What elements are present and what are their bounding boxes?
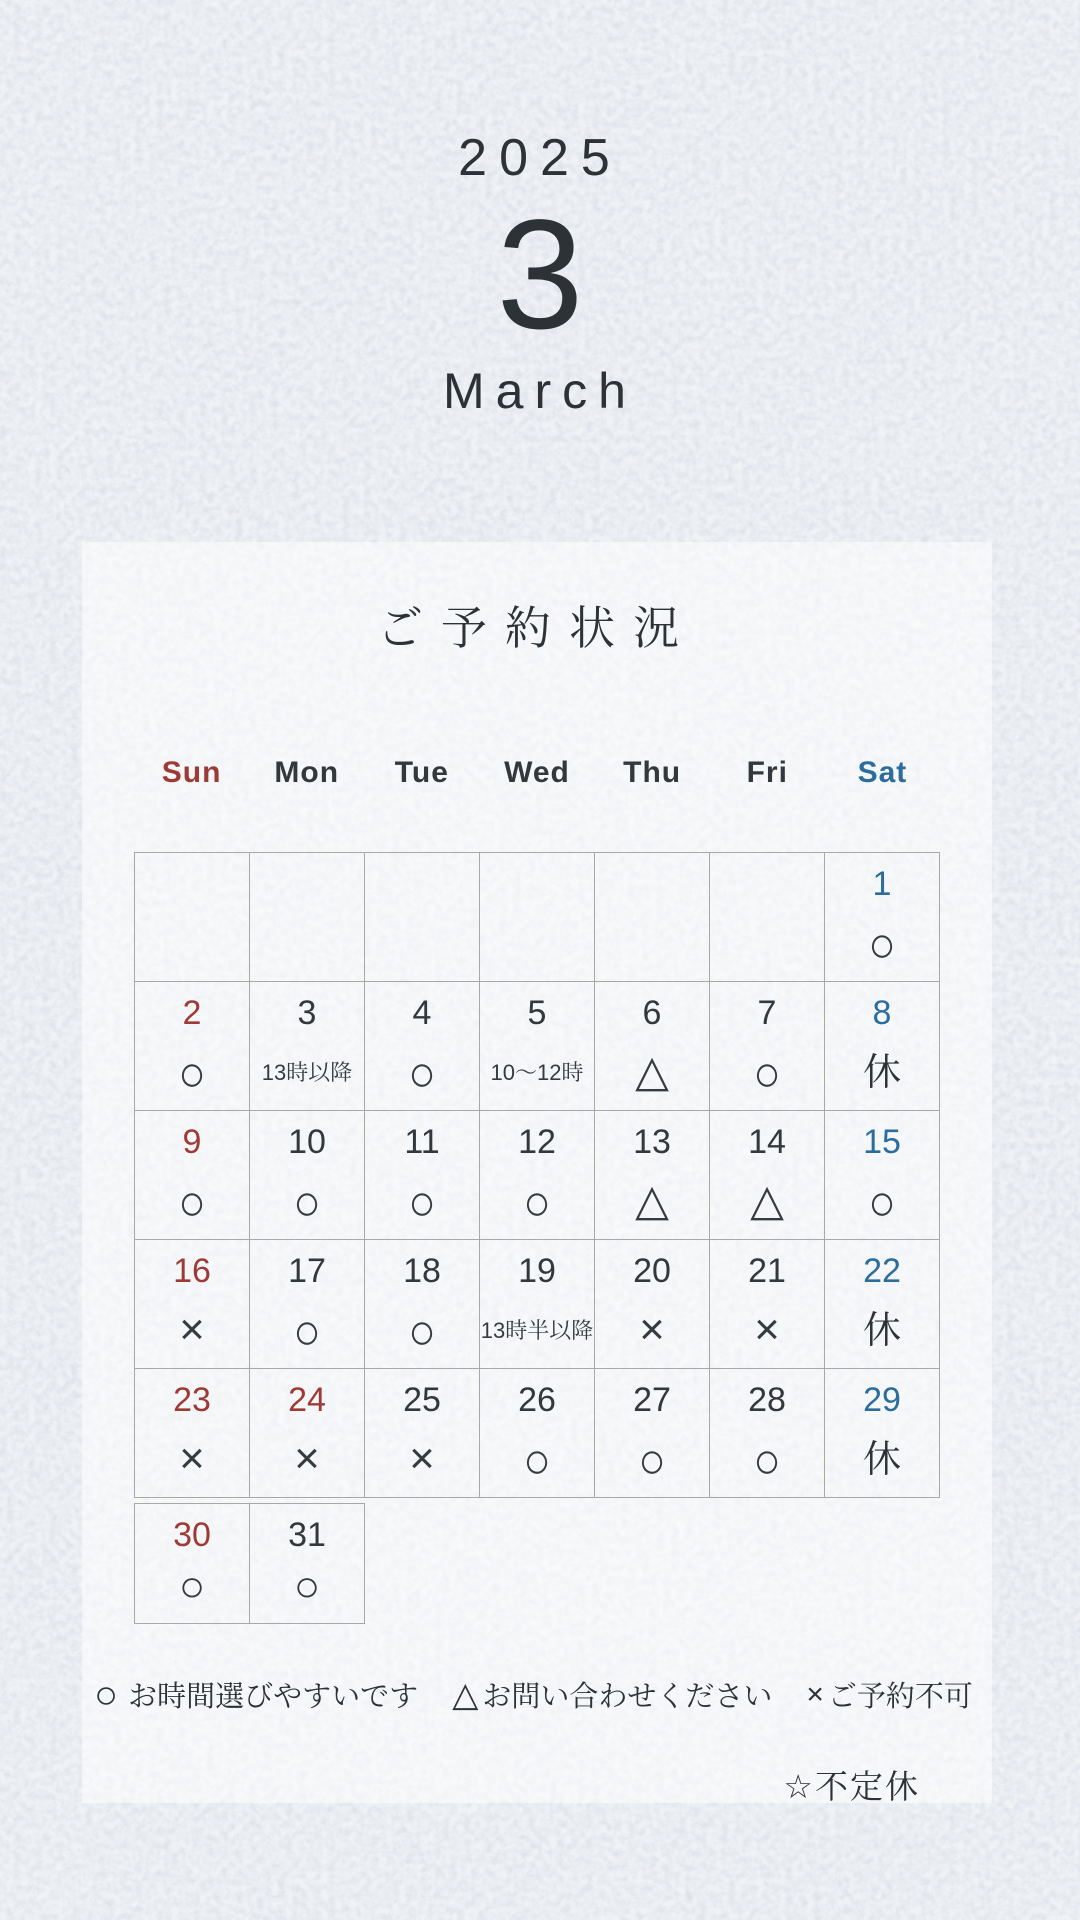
day-number: 21 [748,1252,786,1290]
circle-mark-icon: ○ [178,1562,206,1611]
day-number: 20 [633,1252,671,1290]
closed-day-mark: 休 [862,1052,901,1094]
cross-mark-icon: × [179,1434,205,1483]
circle-mark-icon: ○ [408,1301,436,1361]
triangle-mark-icon: △ [635,1176,669,1225]
calendar-day-27 [595,1369,710,1498]
circle-mark-icon: ○ [523,1430,551,1490]
legend-item-text: お時間選びやすいです [128,1681,419,1713]
year-label: 2025 [458,129,622,187]
closed-day-mark: 休 [862,1310,901,1352]
calendar-day-4 [365,982,480,1111]
day-number: 25 [403,1381,441,1419]
circle-mark-icon: ○ [293,1301,321,1361]
legend-item-triangle [452,1674,772,1715]
circle-mark-icon: ○ [868,1172,896,1232]
day-number: 19 [518,1252,556,1290]
calendar-day-5 [480,982,595,1111]
calendar-grid [134,852,940,1498]
day-number: 28 [748,1381,786,1419]
day-number: 14 [748,1123,786,1161]
calendar-empty-cell [710,853,825,982]
calendar-row [135,853,940,982]
day-number: 22 [863,1252,901,1290]
day-number: 13 [633,1123,671,1161]
availability-time-note: 13時以降 [261,1060,353,1085]
calendar-day-2 [135,982,250,1111]
calendar-day-8 [825,982,940,1111]
weekday-header-fri: Fri [746,756,788,789]
calendar-empty-cell [250,853,365,982]
day-number: 16 [173,1252,211,1290]
day-number: 24 [288,1381,326,1419]
weekday-header-wed: Wed [504,756,570,789]
calendar-day-3 [250,982,365,1111]
weekday-header-thu: Thu [623,756,682,789]
cross-mark-icon: × [179,1305,205,1354]
day-number: 1 [872,865,892,903]
calendar-tail-row [134,1503,940,1624]
calendar-day-9 [135,1111,250,1240]
day-number: 12 [518,1123,556,1161]
circle-mark-icon: ○ [408,1172,436,1232]
calendar-day-30 [134,1503,250,1624]
calendar-empty-cell [365,853,480,982]
availability-legend [84,1674,992,1715]
calendar-day-28 [710,1369,825,1498]
cross-mark-icon: × [754,1305,780,1354]
day-number: 4 [412,994,432,1032]
calendar-day-16 [135,1240,250,1369]
legend-item-text: お問い合わせください [482,1681,773,1713]
calendar-day-23 [135,1369,250,1498]
circle-mark-icon: ○ [293,1172,321,1232]
weekday-header-sun: Sun [161,756,222,789]
circle-mark-icon: ○ [753,1430,781,1490]
calendar-day-21 [710,1240,825,1369]
calendar-day-24 [250,1369,365,1498]
circle-mark-icon: ○ [523,1172,551,1232]
calendar-day-7 [710,982,825,1111]
day-number: 3 [297,994,317,1032]
calendar-day-10 [250,1111,365,1240]
day-number: 10 [288,1123,326,1161]
cross-mark-icon: × [639,1305,665,1354]
circle-mark-icon: ○ [753,1043,781,1103]
calendar-row [135,1240,940,1369]
reservation-status-card [82,542,992,1803]
day-number: 29 [863,1381,901,1419]
circle-legend-icon: ○ [94,1672,119,1717]
day-number: 27 [633,1381,671,1419]
irregular-holiday-note: ☆不定休 [783,1768,920,1805]
calendar-day-20 [595,1240,710,1369]
day-number: 5 [527,994,547,1032]
day-number: 15 [863,1123,901,1161]
availability-time-note: 13時半以降 [480,1318,594,1343]
day-number: 6 [642,994,662,1032]
calendar-day-17 [250,1240,365,1369]
legend-item-circle [94,1674,418,1715]
calendar-row [135,1111,940,1240]
cross-mark-icon: × [409,1434,435,1483]
circle-mark-icon: ○ [293,1562,321,1611]
calendar-row [135,1369,940,1498]
circle-mark-icon: ○ [868,914,896,974]
calendar-empty-cell [135,853,250,982]
day-number: 30 [173,1516,211,1554]
weekday-header-tue: Tue [394,756,449,789]
day-number: 7 [757,994,777,1032]
calendar-day-29 [825,1369,940,1498]
triangle-mark-icon: △ [750,1176,784,1225]
month-number-label: 3 [496,188,584,362]
day-number: 9 [182,1123,202,1161]
day-number: 11 [404,1123,440,1161]
calendar-day-26 [480,1369,595,1498]
card-title: ご予約状況 [377,602,697,654]
day-number: 17 [288,1252,326,1290]
triangle-mark-icon: △ [635,1047,669,1096]
circle-mark-icon: ○ [638,1430,666,1490]
calendar-day-18 [365,1240,480,1369]
calendar-day-13 [595,1111,710,1240]
day-number: 23 [173,1381,211,1419]
day-number: 31 [288,1516,326,1554]
day-number: 18 [403,1252,441,1290]
circle-mark-icon: ○ [178,1043,206,1103]
calendar-day-6 [595,982,710,1111]
month-name-label: March [443,362,637,419]
circle-mark-icon: ○ [408,1043,436,1103]
closed-day-mark: 休 [862,1439,901,1481]
weekday-header-row [134,756,940,790]
month-header [0,0,1080,420]
circle-mark-icon: ○ [178,1172,206,1232]
calendar-day-19 [480,1240,595,1369]
calendar-day-22 [825,1240,940,1369]
cross-mark-icon: × [294,1434,320,1483]
day-number: 26 [518,1381,556,1419]
legend-item-cross [806,1674,973,1715]
calendar-day-15 [825,1111,940,1240]
weekday-header-mon: Mon [274,756,340,789]
calendar-day-11 [365,1111,480,1240]
calendar-row [135,982,940,1111]
legend-item-text: ご予約不可 [827,1681,973,1713]
calendar-day-25 [365,1369,480,1498]
calendar-empty-cell [480,853,595,982]
weekday-header-sat: Sat [857,756,908,789]
calendar-empty-cell [595,853,710,982]
day-number: 2 [182,994,202,1032]
triangle-legend-icon: △ [452,1675,479,1714]
availability-time-note: 10〜12時 [490,1060,584,1085]
cross-legend-icon: × [806,1677,824,1711]
day-number: 8 [872,994,892,1032]
calendar-day-31 [249,1503,365,1624]
calendar-day-12 [480,1111,595,1240]
calendar-day-14 [710,1111,825,1240]
calendar-day-1 [825,853,940,982]
